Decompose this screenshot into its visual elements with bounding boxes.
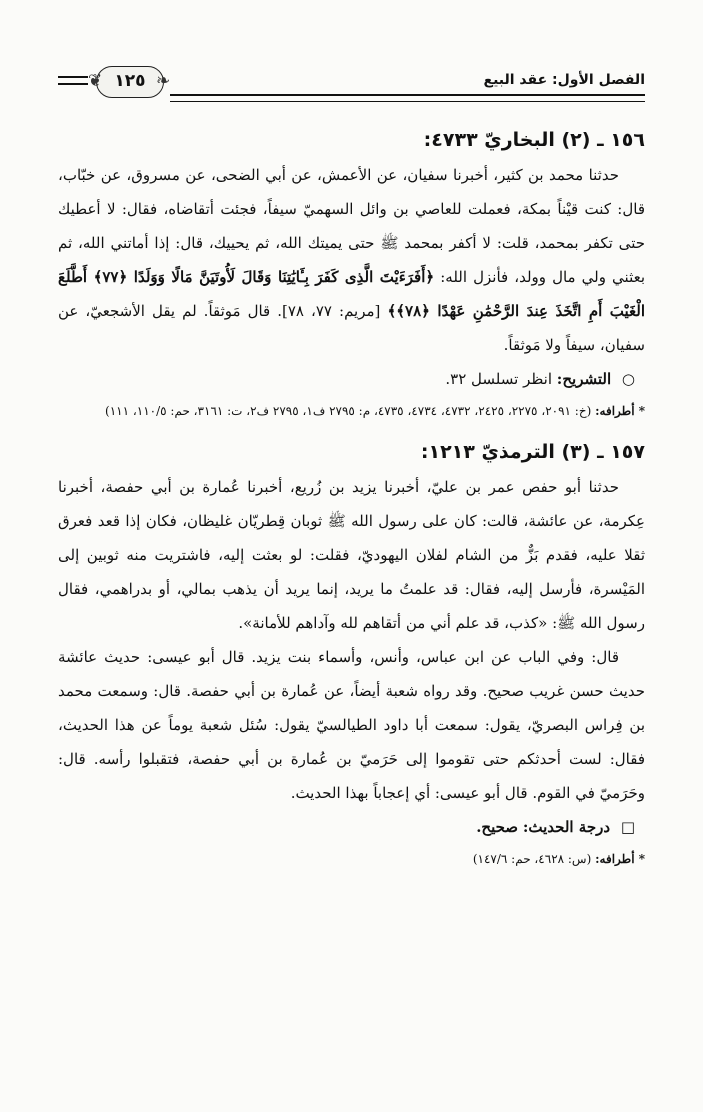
hadith-narration: حدثنا محمد بن كثير، أخبرنا سفيان، عن الأعمش، عن أبي الضحى، عن مسروق، عن خبّاب، قال: كنت قيْناً بمكة، فعملت للعاصي بن وائل السهميّ سيفاً، فجئت أتقاضاه، فقال: لا أعطيك حتى تكفر بمحمد، قلت: لا أكفر بمحمد ﷺ حتى يميتك الله، ثم يحييك، قال: إذا أماتني الله، ثم بعثني ولي مال وولد، فأنزل الله: — [58, 166, 646, 286]
header-rule — [170, 94, 645, 102]
grade-value: صحيح. — [476, 818, 519, 836]
hadith-text: حدثنا أبو حفص عمر بن عليّ، أخبرنا يزيد بن زُريع، أخبرنا عُمارة بن أبي حفصة، أخبرنا عِكرمة، عن عائشة، قالت: كان على رسول الله ﷺ ثوبان قِطريّان غليظان، فكان إذا قعد فعرق ثقلا عليه، فقدم بَزٌّ من الشام لفلان اليهوديّ، فقلت: لو بعثت إليه، فاشتريت منه ثوبين إلى المَيْسرة، فأرسل إليه، فقال: قد علمتُ ما يريد، إنما يريد أن يذهب بمالي، أو بدراهمي، فقال رسول الله ﷺ: «كذب، قد علم أني من أتقاهم لله وآداهم للأمانة». — [58, 478, 645, 632]
chapter-title: الفصل الأول: عقد البيع — [483, 72, 645, 88]
atraf-text: (خ: ٢٠٩١، ٢٢٧٥، ٢٤٢٥، ٤٧٣٢، ٤٧٣٤، ٤٧٣٥، م: ٢٧٩٥ ف١، ٢٧٩٥ ف٢، ت: ٣١٦١، حم: ١١٠/٥، ١١١) — [105, 404, 592, 418]
page-number-badge — [96, 66, 164, 98]
note-label: التشريح: — [556, 370, 612, 388]
atraf-label: * أطرافه: — [595, 852, 645, 866]
square-bullet-icon: □ — [620, 818, 635, 836]
hadith-commentary: قال: وفي الباب عن ابن عباس، وأنس، وأسماء بنت يزيد. قال أبو عيسى: حديث عائشة حديث حسن غريب صحيح. وقد رواه شعبة أيضاً، عن عُمارة بن أبي حفصة. قال: وسمعت محمد بن فِراس البصريّ، يقول: سمعت أبا داود الطيالسيّ يقول: سُئل شعبة يوماً عن هذا الحديث، فقال: لست أحدثكم حتى تقوموا إلى حَرَميّ بن عُمارة بن أبي حفصة، فتقبلوا رأسه. قال: وحَرَميّ في القوم. قال أبو عيسى: أي إعجاباً بهذا الحديث. — [58, 648, 645, 802]
circle-bullet-icon: ○ — [621, 370, 635, 388]
atraf-label: * أطرافه: — [595, 404, 645, 418]
header-ornament-lines — [58, 76, 88, 85]
grade-label: درجة الحديث: — [522, 818, 611, 836]
laurel-right-icon: ❧ — [156, 71, 171, 91]
hadith-heading: ١٥٦ ـ (٢) البخاريّ ٤٧٣٣: — [423, 129, 645, 151]
hadith-cross-references — [58, 848, 645, 870]
hadith-cross-references — [58, 400, 645, 422]
atraf-text: (س: ٤٦٢٨، حم: ١٤٧/٦) — [472, 852, 592, 866]
hadith-heading: ١٥٧ ـ (٣) الترمذيّ ١٢١٣: — [420, 441, 645, 463]
hadith-grade — [58, 810, 645, 844]
book-page — [58, 0, 645, 1112]
verse-reference: [مريم: ٧٧، ٧٨]. قال مَوثقاً. لم يقل الأشجعيّ، عن سفيان، سيفاً ولا مَوثقاً. — [58, 302, 645, 354]
page-number: ١٢٥ — [114, 71, 146, 91]
quran-verse: ﴿أَفَرَءَيْتَ الَّذِى كَفَرَ بِـَٔايَٰتِنَا وَقَالَ لَأُوتَيَنَّ مَالًا وَوَلَدًا ﴿٧٧﴾ أَطَّلَعَ الْغَيْبَ أَمِ اتَّخَذَ عِندَ الرَّحْمَٰنِ عَهْدًا ﴿٧٨﴾﴾ — [58, 268, 645, 320]
note-text: انظر تسلسل ٣٢. — [445, 370, 553, 388]
running-header — [58, 62, 645, 102]
page-content — [58, 122, 645, 870]
laurel-left-icon: ❦ — [88, 71, 103, 91]
hadith-text — [58, 158, 645, 362]
explanation-note — [58, 362, 645, 396]
